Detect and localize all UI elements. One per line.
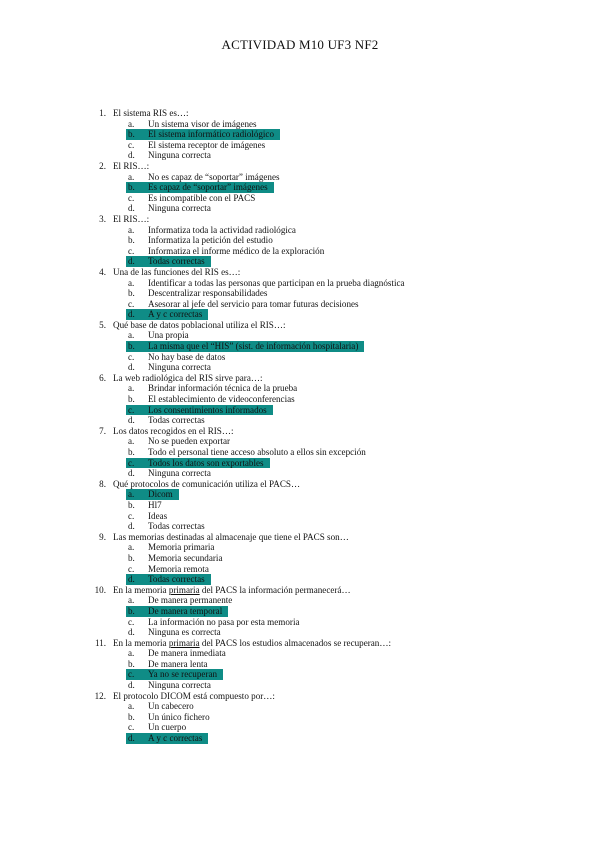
option-text: Ninguna correcta: [148, 362, 211, 373]
answer-option-highlighted: [0, 182, 600, 193]
question-number: 6.: [99, 372, 106, 383]
option-letter: b.: [128, 447, 135, 457]
question-item: [0, 426, 600, 479]
option-letter: d.: [0, 574, 148, 585]
answer-option: [0, 436, 600, 447]
option-letter: a.: [128, 595, 135, 606]
answer-option-highlighted: [0, 458, 600, 469]
option-letter: d.: [0, 309, 148, 320]
option-text: A y c correctas: [148, 733, 208, 744]
option-text: Ninguna correcta: [148, 680, 211, 691]
question-text-part: En la memoria: [113, 637, 169, 648]
option-text: Hl7: [148, 499, 162, 510]
option-text: Es capaz de “soportar” imágenes: [148, 182, 274, 193]
question-line: [0, 691, 600, 702]
option-text: Descentralizar responsabilidades: [148, 288, 268, 299]
answer-option: [0, 246, 600, 257]
option-text: No se pueden exportar: [148, 436, 231, 447]
answer-option-highlighted: [0, 606, 600, 617]
option-text: No hay base de datos: [148, 351, 226, 362]
question-number: 1.: [99, 108, 106, 118]
question-item: [0, 214, 600, 267]
question-text: Una de las funciones del RIS es…:: [113, 266, 241, 277]
option-letter: c.: [128, 510, 135, 521]
option-letter: b.: [0, 606, 148, 617]
answer-option: [0, 627, 600, 638]
option-text: Un sistema visor de imágenes: [148, 118, 257, 129]
answer-option: [0, 140, 600, 151]
answer-option: [0, 595, 600, 606]
option-text: El establecimiento de videoconferencias: [148, 394, 295, 405]
question-line: [0, 532, 600, 543]
question-item: [0, 638, 600, 691]
option-letter: c.: [128, 351, 135, 362]
option-letter: a.: [128, 277, 135, 288]
option-letter: a.: [128, 171, 135, 182]
answer-option: [0, 362, 600, 373]
option-letter: b.: [128, 499, 135, 510]
question-number: 4.: [99, 266, 106, 277]
option-text: Ninguna correcta: [148, 468, 211, 479]
question-item: [0, 161, 600, 214]
answer-option: [0, 330, 600, 341]
option-letter: a.: [128, 118, 135, 129]
answer-option: [0, 383, 600, 394]
answer-option-highlighted: [0, 489, 600, 500]
option-letter: d.: [128, 203, 135, 214]
option-text: Informatiza el informe médico de la exploración: [148, 245, 325, 256]
option-text: No es capaz de “soportar” imágenes: [148, 171, 280, 182]
option-text: Una propia: [148, 330, 189, 341]
option-letter: b.: [0, 341, 148, 352]
question-line: [0, 108, 600, 119]
question-item: [0, 479, 600, 532]
question-item: [0, 373, 600, 426]
answer-option: [0, 299, 600, 310]
answer-option: [0, 415, 600, 426]
question-number: 12.: [94, 690, 106, 701]
option-text: Memoria secundaria: [148, 552, 223, 563]
question-item: [0, 108, 600, 161]
question-line: [0, 585, 600, 596]
question-text: El protocolo DICOM está compuesto por…:: [113, 690, 275, 701]
option-letter: a.: [0, 489, 148, 500]
option-text: Todas correctas: [148, 256, 211, 267]
question-text-part: del PACS los estudios almacenados se recuperan…:: [199, 637, 391, 648]
answer-option: [0, 394, 600, 405]
answer-option: [0, 225, 600, 236]
answer-option-highlighted: [0, 341, 600, 352]
option-text: La información no pasa por esta memoria: [148, 616, 300, 627]
answer-option: [0, 193, 600, 204]
option-letter: d.: [128, 521, 135, 532]
question-number: 2.: [99, 160, 106, 171]
option-letter: c.: [128, 298, 135, 309]
option-letter: b.: [128, 288, 135, 299]
option-letter: c.: [128, 722, 135, 733]
question-item: [0, 585, 600, 638]
answer-option: [0, 659, 600, 670]
option-text: Los consentimientos informados: [148, 405, 273, 416]
question-text-underlined: primaria: [168, 637, 200, 648]
option-letter: d.: [128, 150, 135, 161]
question-number: 11.: [94, 637, 106, 648]
option-letter: b.: [128, 235, 135, 246]
answer-option: [0, 521, 600, 532]
option-text: El sistema receptor de imágenes: [148, 139, 266, 150]
option-text: Todos los datos son exportables: [148, 458, 270, 469]
question-text-part: En la memoria: [113, 584, 169, 595]
answer-option: [0, 468, 600, 479]
question-number: 5.: [99, 319, 106, 330]
page-title: ACTIVIDAD M10 UF3 NF2: [221, 37, 379, 52]
question-text: El RIS…:: [113, 160, 150, 171]
question-line: [0, 479, 600, 490]
option-letter: b.: [0, 129, 148, 140]
option-text: De manera inmediata: [148, 648, 226, 659]
option-text: Ninguna correcta: [148, 150, 211, 161]
option-text: A y c correctas: [148, 309, 208, 320]
option-text: Es incompatible con el PACS: [148, 192, 256, 203]
option-text: Un único fichero: [148, 711, 210, 722]
option-letter: a.: [128, 542, 135, 553]
option-letter: d.: [0, 256, 148, 267]
option-letter: b.: [128, 394, 135, 405]
option-letter: d.: [128, 415, 135, 426]
option-letter: a.: [128, 224, 135, 235]
answer-option: [0, 542, 600, 553]
option-text: Ideas: [148, 510, 168, 521]
option-text: Todas correctas: [148, 415, 205, 426]
answer-option: [0, 203, 600, 214]
answer-option: [0, 278, 600, 289]
question-line: [0, 214, 600, 225]
answer-option: [0, 235, 600, 246]
question-number: 10.: [94, 584, 106, 595]
answer-option: [0, 119, 600, 130]
answer-option: [0, 680, 600, 691]
question-text: [113, 585, 351, 596]
answer-option: [0, 500, 600, 511]
option-letter: d.: [128, 468, 135, 479]
option-letter: c.: [128, 192, 135, 203]
answer-option: [0, 701, 600, 712]
option-letter: b.: [128, 658, 135, 669]
question-line: [0, 426, 600, 437]
option-text: Informatiza la petición del estudio: [148, 235, 273, 246]
option-letter: d.: [128, 680, 135, 691]
option-text: De manera lenta: [148, 658, 208, 669]
option-letter: d.: [128, 362, 135, 373]
question-item: [0, 320, 600, 373]
question-text: Los datos recogidos en el RIS…:: [113, 425, 234, 436]
answer-option: [0, 712, 600, 723]
option-text: Un cabecero: [148, 701, 194, 712]
option-text: Memoria remota: [148, 563, 209, 574]
option-letter: a.: [128, 648, 135, 659]
option-text: La misma que el “HIS” (sist. de información hospitalaria): [148, 341, 364, 352]
option-text: Brindar información técnica de la prueba: [148, 383, 298, 394]
answer-option: [0, 553, 600, 564]
question-number: 3.: [99, 213, 106, 224]
option-letter: c.: [128, 245, 135, 256]
option-letter: c.: [0, 405, 148, 416]
option-text: Todas correctas: [148, 521, 205, 532]
option-letter: a.: [128, 383, 135, 394]
answer-option: [0, 648, 600, 659]
option-text: De manera permanente: [148, 595, 233, 606]
question-text: Qué protocolos de comunicación utiliza el PACS…: [113, 478, 301, 489]
question-number: 7.: [99, 425, 106, 436]
option-text: Un cuerpo: [148, 722, 187, 733]
option-text: Ya no se recuperan: [148, 669, 223, 680]
question-text-underlined: primaria: [168, 584, 200, 595]
option-letter: d.: [0, 733, 148, 744]
option-letter: c.: [128, 139, 135, 150]
option-text: De manera temporal: [148, 606, 228, 617]
option-text: El sistema informático radiológico: [148, 129, 280, 140]
answer-option: [0, 288, 600, 299]
question-text-part: del PACS la información permanecerá…: [199, 584, 351, 595]
answer-option: [0, 564, 600, 575]
option-letter: a.: [128, 436, 135, 447]
question-number: 8.: [99, 478, 106, 489]
question-item: [0, 691, 600, 744]
option-letter: c.: [128, 563, 135, 574]
question-text: La web radiológica del RIS sirve para…:: [113, 372, 263, 383]
question-item: [0, 532, 600, 585]
answer-option: [0, 352, 600, 363]
answer-option: [0, 150, 600, 161]
option-text: Dicom: [148, 489, 179, 500]
answer-option-highlighted: [0, 129, 600, 140]
question-text: Las memorias destinadas al almacenaje que tiene el PACS son…: [113, 531, 349, 542]
question-line: [0, 161, 600, 172]
answer-option-highlighted: [0, 405, 600, 416]
option-text: Informatiza toda la actividad radiológica: [148, 224, 296, 235]
answer-option: [0, 511, 600, 522]
answer-option-highlighted: [0, 669, 600, 680]
option-letter: c.: [0, 669, 148, 680]
answer-option: [0, 447, 600, 458]
option-letter: b.: [128, 552, 135, 563]
question-text: [113, 638, 391, 649]
option-letter: d.: [128, 627, 135, 638]
question-text: Qué base de datos poblacional utiliza el RIS…:: [113, 319, 286, 330]
answer-option-highlighted: [0, 574, 600, 585]
question-text: El sistema RIS es…:: [113, 108, 189, 118]
option-letter: c.: [128, 616, 135, 627]
answer-option: [0, 172, 600, 183]
option-letter: a.: [128, 330, 135, 341]
answer-option-highlighted: [0, 309, 600, 320]
answer-option: [0, 617, 600, 628]
question-number: 9.: [99, 531, 106, 542]
option-letter: c.: [0, 458, 148, 469]
answer-option: [0, 722, 600, 733]
question-line: [0, 320, 600, 331]
quiz-list: [0, 108, 600, 744]
option-text: Ninguna correcta: [148, 203, 211, 214]
option-text: Todo el personal tiene acceso absoluto a ellos sin excepción: [148, 447, 366, 457]
option-text: Memoria primaria: [148, 542, 215, 553]
question-text: El RIS…:: [113, 213, 150, 224]
question-line: [0, 638, 600, 649]
answer-option-highlighted: [0, 256, 600, 267]
option-letter: a.: [128, 701, 135, 712]
question-line: [0, 267, 600, 278]
option-text: Ninguna es correcta: [148, 627, 221, 638]
option-text: Todas correctas: [148, 574, 211, 585]
option-letter: b.: [128, 711, 135, 722]
answer-option-highlighted: [0, 733, 600, 744]
question-item: [0, 267, 600, 320]
option-letter: b.: [0, 182, 148, 193]
question-line: [0, 373, 600, 384]
option-text: Asesorar al jefe del servicio para tomar futuras decisiones: [148, 298, 359, 309]
option-text: Identificar a todas las personas que participan en la prueba diagnóstica: [148, 277, 405, 288]
